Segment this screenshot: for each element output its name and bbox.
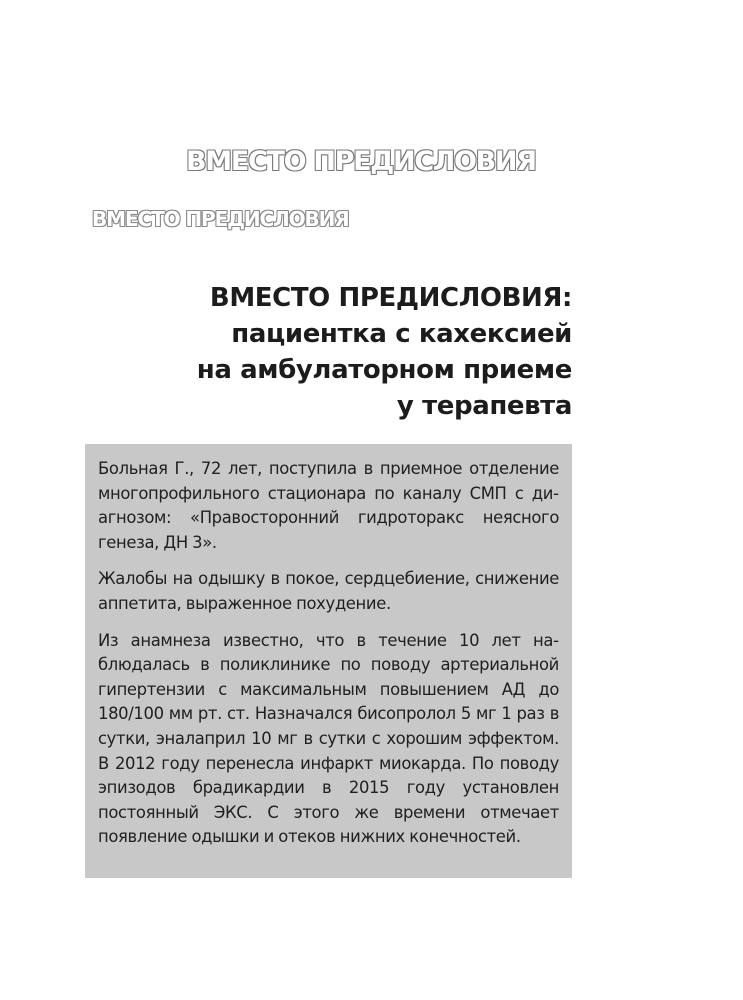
running-header-large: ВМЕСТО ПРЕДИСЛОВИЯ bbox=[186, 146, 536, 177]
case-paragraph-anamnesis: Из анамнеза известно, что в течение 10 лет наблюдалась в поликлинике по поводу артериальной гипертензии с максимальным повышением АД до 180/100 мм рт. ст. Назначался бисопролол 5 мг 1 раз в сутки, эналаприл 10 мг в сутки с хорошим эффектом. В 2012 году перенесла инфаркт миокарда. По поводу эпизодов брадикардии в 2015 году установлен постоянный ЭКС. С этого же времени отмечает появление одышки и отеков нижних конечностей. bbox=[98, 630, 559, 847]
chapter-title-line: пациентка с кахексией bbox=[231, 319, 572, 349]
case-paragraph-admission: Больная Г., 72 лет, поступила в приемное отделение многопрофильного стационара по каналу СМП с диагнозом: «Правосторонний гидроторакс неясного генеза, ДН 3». bbox=[98, 459, 559, 552]
chapter-title-line: на амбулаторном приеме bbox=[196, 355, 572, 385]
case-paragraph-complaints: Жалобы на одышку в покое, сердцебиение, снижение аппетита, выраженное похудение. bbox=[98, 569, 559, 613]
running-header-small: ВМЕСТО ПРЕДИСЛОВИЯ bbox=[92, 207, 349, 231]
case-description-box bbox=[85, 444, 572, 878]
chapter-title-line: ВМЕСТО ПРЕДИСЛОВИЯ: bbox=[209, 283, 572, 313]
chapter-title-line: у терапевта bbox=[396, 391, 572, 421]
chapter-title bbox=[92, 280, 572, 424]
